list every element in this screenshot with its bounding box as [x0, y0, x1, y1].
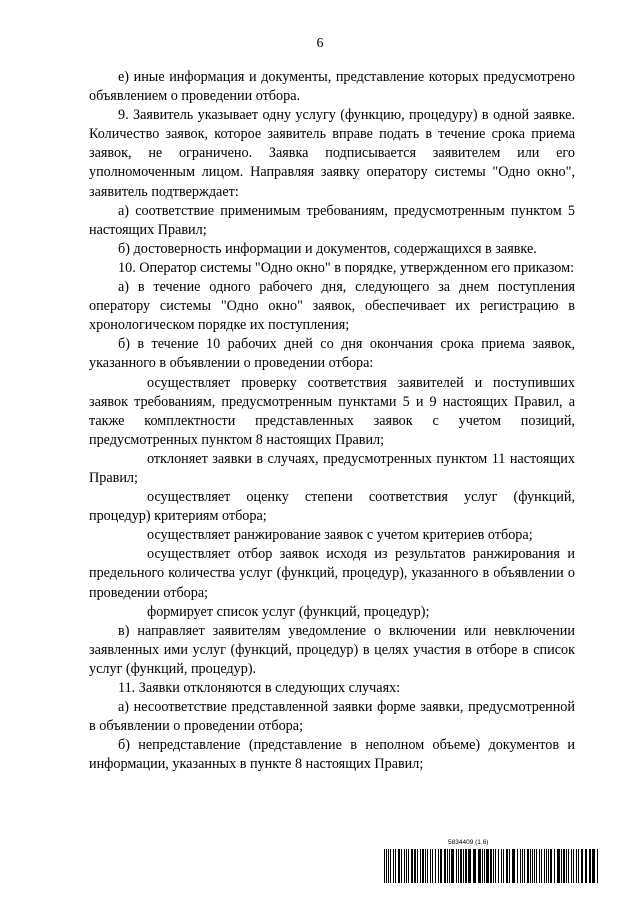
paragraph: 9. Заявитель указывает одну услугу (функцию, процедуру) в одной заявке. Количество заявок, которое заявитель вправе подать в течение срока приема заявок, не ограничено. Заявка подписывается заявителем или его уполномоченным лицом. Направляя заявку оператору системы "Одно окно", заявитель подтверждает: [89, 107, 575, 200]
paragraph: 11. Заявки отклоняются в следующих случаях: [118, 680, 401, 696]
paragraph: а) несоответствие представленной заявки форме заявки, предусмотренной в объявлении о проведении отбора; [89, 699, 575, 735]
paragraph: осуществляет отбор заявок исходя из результатов ранжирования и предельного количества услуг (функций, процедур), указанного в объявлении о проведении отбора; [89, 546, 575, 601]
barcode-id: 5834409 (1.6) [448, 839, 489, 846]
paragraph: б) достоверность информации и документов, содержащихся в заявке. [118, 240, 537, 257]
paragraph: осуществляет ранжирование заявок с учетом критериев отбора; [147, 527, 533, 544]
paragraph: в) направляет заявителям уведомление о включении или невключении заявленных ими услуг (функций, процедур) в целях участия в отборе в список услуг (функций, процедур). [89, 622, 575, 677]
paragraph: формирует список услуг (функций, процедур); [147, 603, 430, 620]
paragraph: 10. Оператор системы "Одно окно" в порядке, утвержденном его приказом: [118, 259, 575, 276]
paragraph: б) в течение 10 рабочих дней со дня окончания срока приема заявок, указанного в объявлении о проведении отбора: [89, 336, 575, 372]
page-number: 6 [316, 36, 324, 51]
document-footer [384, 839, 598, 884]
paragraph: отклоняет заявки в случаях, предусмотренных пунктом 11 настоящих Правил; [89, 450, 575, 486]
paragraph: осуществляет проверку соответствия заявителей и поступивших заявок требованиям, предусмотренным пунктами 5 и 9 настоящих Правил, а также комплектности представленных заявок с учетом позиций, предусмотренных пунктом 8 настоящих Правил; [89, 374, 575, 448]
paragraph: б) непредставление (представление в неполном объеме) документов и информации, указанных в пункте 8 настоящих Правил; [89, 737, 575, 773]
paragraph: е) иные информация и документы, представление которых предусмотрено объявлением о проведении отбора. [89, 69, 575, 105]
paragraph: осуществляет оценку степени соответствия услуг (функций, процедур) критериям отбора; [89, 489, 575, 525]
paragraph: а) соответствие применимым требованиям, предусмотренным пунктом 5 настоящих Правил; [89, 202, 575, 238]
document-body [89, 68, 575, 774]
paragraph: а) в течение одного рабочего дня, следующего за днем поступления оператору системы "Одно окно" заявок, обеспечивает их регистрацию в хронологическом порядке их поступления; [89, 279, 575, 334]
barcode-image [384, 849, 598, 883]
